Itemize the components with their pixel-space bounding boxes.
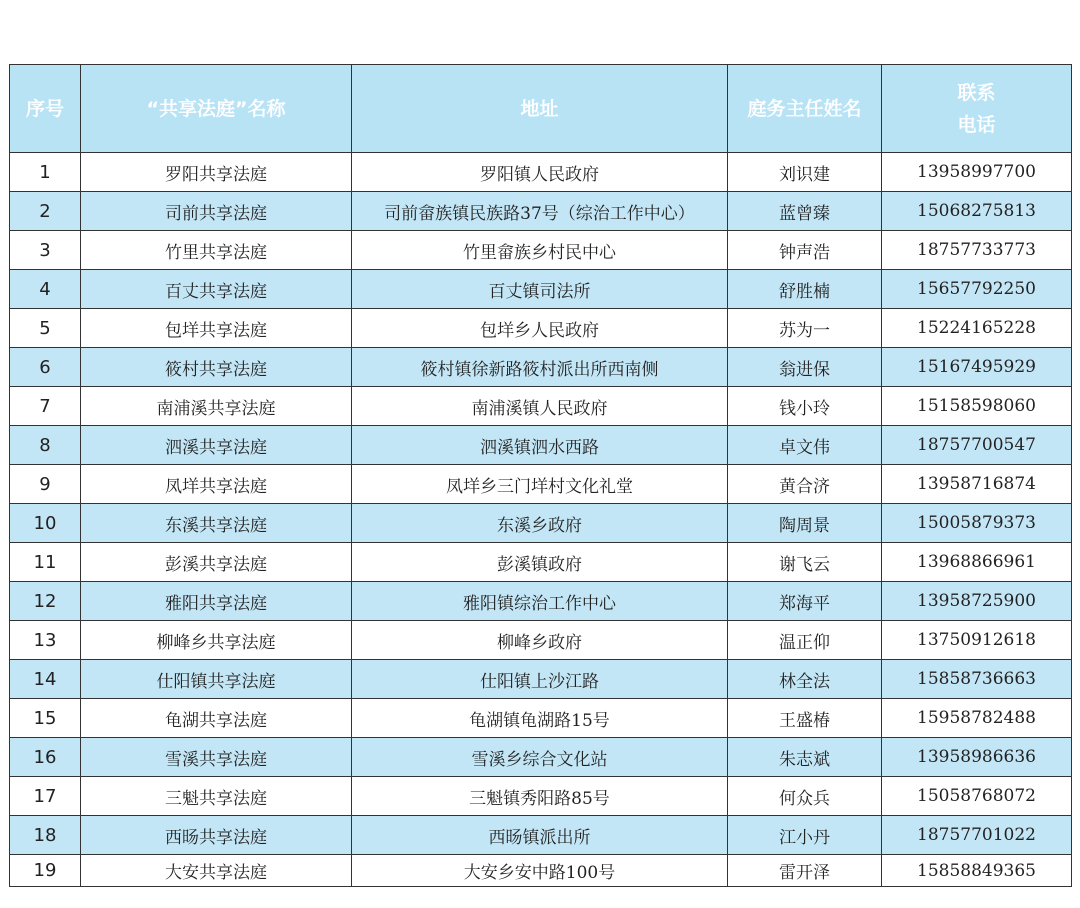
cell-court-name: 雪溪共享法庭 bbox=[81, 738, 352, 777]
court-directory-table bbox=[9, 64, 1072, 887]
table-row bbox=[10, 582, 1072, 621]
cell-phone: 15958782488 bbox=[882, 699, 1072, 738]
cell-address: 大安乡安中路100号 bbox=[352, 855, 728, 887]
cell-phone: 13750912618 bbox=[882, 621, 1072, 660]
table-row bbox=[10, 153, 1072, 192]
cell-phone: 15858736663 bbox=[882, 660, 1072, 699]
cell-court-name: 仕阳镇共享法庭 bbox=[81, 660, 352, 699]
cell-address: 西旸镇派出所 bbox=[352, 816, 728, 855]
cell-address: 南浦溪镇人民政府 bbox=[352, 387, 728, 426]
court-directory-table-container bbox=[9, 64, 1071, 887]
header-phone-line2: 电话 bbox=[957, 113, 996, 136]
header-phone bbox=[882, 65, 1072, 153]
cell-phone: 13958716874 bbox=[882, 465, 1072, 504]
cell-index: 2 bbox=[10, 192, 81, 231]
table-row bbox=[10, 777, 1072, 816]
cell-address: 司前畲族镇民族路37号（综治工作中心） bbox=[352, 192, 728, 231]
cell-director: 林全法 bbox=[728, 660, 882, 699]
cell-court-name: 南浦溪共享法庭 bbox=[81, 387, 352, 426]
cell-court-name: 包垟共享法庭 bbox=[81, 309, 352, 348]
cell-court-name: 大安共享法庭 bbox=[81, 855, 352, 887]
cell-index: 7 bbox=[10, 387, 81, 426]
table-row bbox=[10, 816, 1072, 855]
cell-phone: 15167495929 bbox=[882, 348, 1072, 387]
cell-court-name: 彭溪共享法庭 bbox=[81, 543, 352, 582]
cell-phone: 18757700547 bbox=[882, 426, 1072, 465]
cell-court-name: 罗阳共享法庭 bbox=[81, 153, 352, 192]
cell-address: 仕阳镇上沙江路 bbox=[352, 660, 728, 699]
cell-index: 17 bbox=[10, 777, 81, 816]
cell-director: 雷开泽 bbox=[728, 855, 882, 887]
cell-address: 包垟乡人民政府 bbox=[352, 309, 728, 348]
cell-address: 彭溪镇政府 bbox=[352, 543, 728, 582]
cell-index: 1 bbox=[10, 153, 81, 192]
cell-address: 雪溪乡综合文化站 bbox=[352, 738, 728, 777]
cell-phone: 18757701022 bbox=[882, 816, 1072, 855]
cell-phone: 15858849365 bbox=[882, 855, 1072, 887]
cell-index: 9 bbox=[10, 465, 81, 504]
cell-director: 翁进保 bbox=[728, 348, 882, 387]
table-row bbox=[10, 504, 1072, 543]
cell-index: 6 bbox=[10, 348, 81, 387]
cell-index: 11 bbox=[10, 543, 81, 582]
header-director: 庭务主任姓名 bbox=[728, 65, 882, 153]
cell-address: 柳峰乡政府 bbox=[352, 621, 728, 660]
cell-director: 卓文伟 bbox=[728, 426, 882, 465]
cell-phone: 15158598060 bbox=[882, 387, 1072, 426]
cell-phone: 13958725900 bbox=[882, 582, 1072, 621]
table-row bbox=[10, 309, 1072, 348]
header-phone-line1: 联系 bbox=[957, 81, 996, 104]
cell-director: 温正仰 bbox=[728, 621, 882, 660]
cell-director: 江小丹 bbox=[728, 816, 882, 855]
header-address: 地址 bbox=[352, 65, 728, 153]
cell-address: 雅阳镇综治工作中心 bbox=[352, 582, 728, 621]
cell-phone: 13958997700 bbox=[882, 153, 1072, 192]
cell-phone: 13968866961 bbox=[882, 543, 1072, 582]
cell-court-name: 三魁共享法庭 bbox=[81, 777, 352, 816]
table-row bbox=[10, 699, 1072, 738]
table-row bbox=[10, 348, 1072, 387]
table-row bbox=[10, 543, 1072, 582]
cell-index: 5 bbox=[10, 309, 81, 348]
cell-index: 4 bbox=[10, 270, 81, 309]
cell-address: 龟湖镇龟湖路15号 bbox=[352, 699, 728, 738]
cell-court-name: 柳峰乡共享法庭 bbox=[81, 621, 352, 660]
table-row bbox=[10, 660, 1072, 699]
cell-court-name: 司前共享法庭 bbox=[81, 192, 352, 231]
cell-index: 19 bbox=[10, 855, 81, 887]
cell-court-name: 筱村共享法庭 bbox=[81, 348, 352, 387]
table-row bbox=[10, 192, 1072, 231]
cell-address: 凤垟乡三门垟村文化礼堂 bbox=[352, 465, 728, 504]
cell-director: 何众兵 bbox=[728, 777, 882, 816]
table-row bbox=[10, 426, 1072, 465]
cell-phone: 13958986636 bbox=[882, 738, 1072, 777]
cell-address: 百丈镇司法所 bbox=[352, 270, 728, 309]
cell-court-name: 竹里共享法庭 bbox=[81, 231, 352, 270]
cell-index: 13 bbox=[10, 621, 81, 660]
cell-director: 陶周景 bbox=[728, 504, 882, 543]
cell-director: 蓝曾臻 bbox=[728, 192, 882, 231]
cell-director: 舒胜楠 bbox=[728, 270, 882, 309]
cell-index: 14 bbox=[10, 660, 81, 699]
cell-phone: 15068275813 bbox=[882, 192, 1072, 231]
cell-director: 谢飞云 bbox=[728, 543, 882, 582]
cell-court-name: 西旸共享法庭 bbox=[81, 816, 352, 855]
cell-director: 钟声浩 bbox=[728, 231, 882, 270]
cell-address: 罗阳镇人民政府 bbox=[352, 153, 728, 192]
cell-director: 黄合济 bbox=[728, 465, 882, 504]
cell-director: 朱志斌 bbox=[728, 738, 882, 777]
cell-index: 16 bbox=[10, 738, 81, 777]
cell-director: 钱小玲 bbox=[728, 387, 882, 426]
cell-court-name: 百丈共享法庭 bbox=[81, 270, 352, 309]
table-header-row bbox=[10, 65, 1072, 153]
cell-director: 郑海平 bbox=[728, 582, 882, 621]
cell-index: 8 bbox=[10, 426, 81, 465]
cell-phone: 18757733773 bbox=[882, 231, 1072, 270]
cell-court-name: 雅阳共享法庭 bbox=[81, 582, 352, 621]
cell-address: 三魁镇秀阳路85号 bbox=[352, 777, 728, 816]
cell-address: 竹里畲族乡村民中心 bbox=[352, 231, 728, 270]
table-row bbox=[10, 855, 1072, 887]
cell-court-name: 龟湖共享法庭 bbox=[81, 699, 352, 738]
table-row bbox=[10, 231, 1072, 270]
table-row bbox=[10, 465, 1072, 504]
cell-address: 泗溪镇泗水西路 bbox=[352, 426, 728, 465]
table-row bbox=[10, 621, 1072, 660]
cell-index: 18 bbox=[10, 816, 81, 855]
cell-court-name: 凤垟共享法庭 bbox=[81, 465, 352, 504]
cell-address: 筱村镇徐新路筱村派出所西南侧 bbox=[352, 348, 728, 387]
cell-index: 10 bbox=[10, 504, 81, 543]
cell-index: 12 bbox=[10, 582, 81, 621]
cell-index: 15 bbox=[10, 699, 81, 738]
cell-index: 3 bbox=[10, 231, 81, 270]
table-row bbox=[10, 738, 1072, 777]
cell-phone: 15005879373 bbox=[882, 504, 1072, 543]
cell-director: 苏为一 bbox=[728, 309, 882, 348]
header-index: 序号 bbox=[10, 65, 81, 153]
cell-director: 王盛椿 bbox=[728, 699, 882, 738]
table-row bbox=[10, 387, 1072, 426]
header-court-name: “共享法庭”名称 bbox=[81, 65, 352, 153]
cell-court-name: 东溪共享法庭 bbox=[81, 504, 352, 543]
cell-director: 刘识建 bbox=[728, 153, 882, 192]
cell-address: 东溪乡政府 bbox=[352, 504, 728, 543]
cell-phone: 15058768072 bbox=[882, 777, 1072, 816]
cell-court-name: 泗溪共享法庭 bbox=[81, 426, 352, 465]
cell-phone: 15657792250 bbox=[882, 270, 1072, 309]
table-row bbox=[10, 270, 1072, 309]
cell-phone: 15224165228 bbox=[882, 309, 1072, 348]
